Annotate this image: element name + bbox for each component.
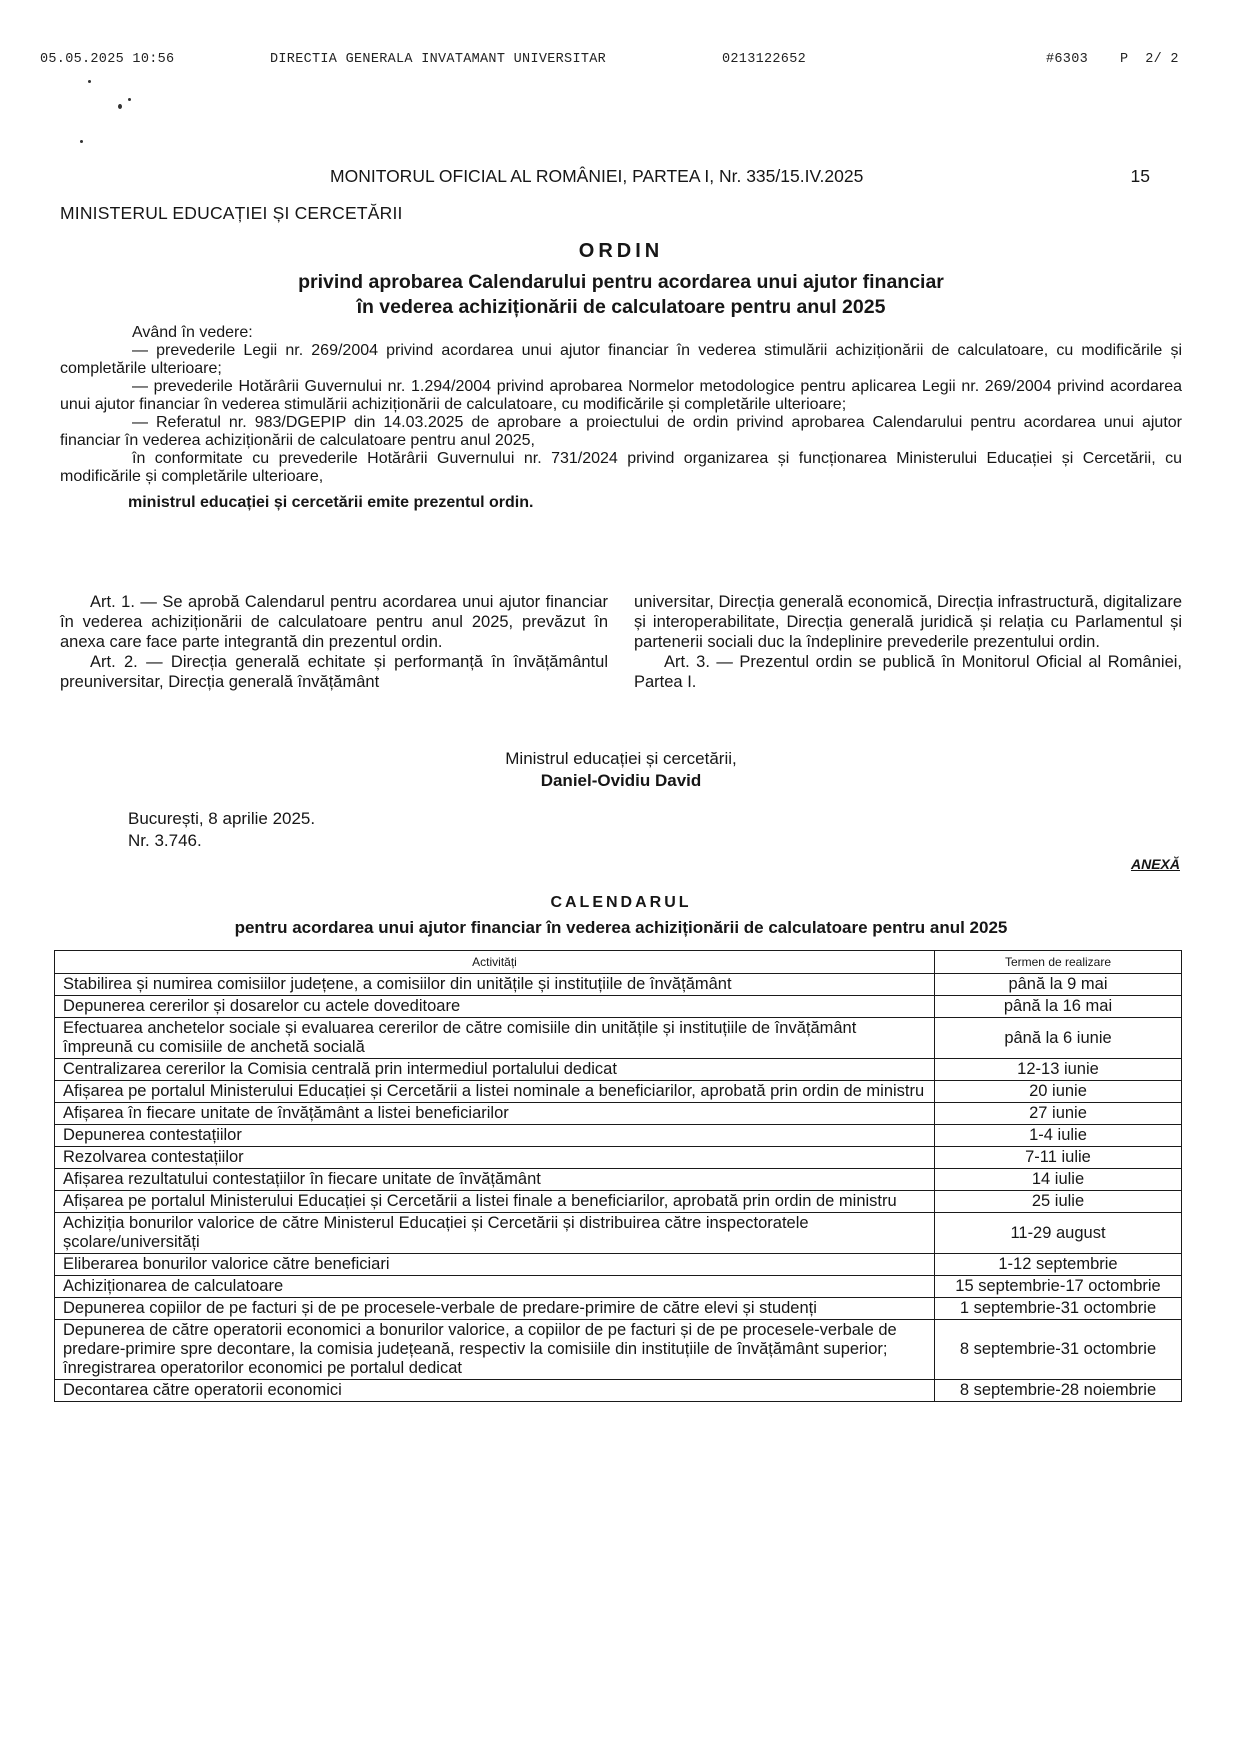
deadline-cell: până la 6 iunie (935, 1018, 1182, 1059)
order-title (0, 270, 1242, 320)
deadline-cell: 1-4 iulie (935, 1125, 1182, 1147)
articles-right-column (634, 592, 1182, 692)
calendar-header-row (55, 951, 1182, 974)
table-row (55, 1125, 1182, 1147)
scan-speck (128, 98, 131, 101)
table-row (55, 1059, 1182, 1081)
preamble-item: — prevederile Legii nr. 269/2004 privind acordarea unui ajutor financiar în vederea stimulării achiziționării de calculatoare, cu modificările și completările ulterioare; (60, 342, 1182, 377)
preamble-item: — prevederile Hotărârii Guvernului nr. 1.294/2004 privind aprobarea Normelor metodologice pentru aplicarea Legii nr. 269/2004 privind acordarea unui ajutor financiar în vederea stimulării achiziționării de calculatoare, cu modificările și completările ulterioare; (60, 378, 1182, 413)
order-title-line: în vederea achiziționării de calculatoare pentru anul 2025 (356, 296, 886, 318)
table-row (55, 1169, 1182, 1191)
fax-reference: #6303 (1046, 52, 1089, 67)
place-date: București, 8 aprilie 2025. (128, 809, 316, 828)
table-row (55, 974, 1182, 996)
activity-cell: Depunerea de către operatorii economici a bonurilor valorice, a copiilor de pe facturi și de pe procesele-verbale de predare-primire spre decontare, la comisia județeană, respectiv la comisiile din instituțiile de învățământ superior; înregistrarea operatorilor economici pe portalul dedicat (55, 1320, 935, 1380)
calendar-body (55, 974, 1182, 1402)
preamble-item: în conformitate cu prevederile Hotărârii Guvernului nr. 731/2024 privind organizarea și funcționarea Ministerului Educației și Cercetării, cu modificările și completările ulterioare, (60, 450, 1182, 485)
scan-speck (80, 140, 83, 143)
table-row (55, 1018, 1182, 1059)
activity-cell: Afișarea în fiecare unitate de învățământ a listei beneficiarilor (55, 1103, 935, 1125)
deadline-cell: 14 iulie (935, 1169, 1182, 1191)
issuer-statement: ministrul educației și cercetării emite prezentul ordin. (128, 494, 534, 511)
publication-line: MONITORUL OFICIAL AL ROMÂNIEI, PARTEA I, Nr. 335/15.IV.2025 (330, 166, 864, 186)
order-preamble (60, 324, 1182, 512)
activity-cell: Depunerea cererilor și dosarelor cu actele doveditoare (55, 996, 935, 1018)
activity-cell: Decontarea către operatorii economici (55, 1380, 935, 1402)
article-1: Art. 1. — Se aprobă Calendarul pentru acordarea unui ajutor financiar în vederea achiziționării de calculatoare pentru anul 2025, prevăzut în anexa care face parte integrantă din prezentul ordin. (60, 593, 608, 651)
calendar-subtitle: pentru acordarea unui ajutor financiar în vederea achiziționării de calculatoare pentru anul 2025 (234, 918, 1008, 937)
activity-cell: Efectuarea anchetelor sociale și evaluarea cererilor de către comisiile din unitățile și instituțiile de învățământ împreună cu comisiile de anchetă socială (55, 1018, 935, 1059)
activity-cell: Centralizarea cererilor la Comisia centrală prin intermediul portalului dedicat (55, 1059, 935, 1081)
table-row (55, 1081, 1182, 1103)
order-number: Nr. 3.746. (128, 831, 202, 850)
deadline-cell: 25 iulie (935, 1191, 1182, 1213)
deadline-cell: 1 septembrie-31 octombrie (935, 1298, 1182, 1320)
articles (60, 592, 1182, 692)
scan-speck (88, 80, 91, 83)
table-row (55, 1298, 1182, 1320)
activity-cell: Eliberarea bonurilor valorice către beneficiari (55, 1254, 935, 1276)
table-row (55, 1380, 1182, 1402)
activity-cell: Afișarea rezultatului contestațiilor în fiecare unitate de învățământ (55, 1169, 935, 1191)
deadline-cell: 1-12 septembrie (935, 1254, 1182, 1276)
table-row (55, 1147, 1182, 1169)
deadline-cell: 15 septembrie-17 octombrie (935, 1276, 1182, 1298)
deadline-cell: 8 septembrie-28 noiembrie (935, 1380, 1182, 1402)
article-2-end: universitar, Direcția generală economică, Direcția infrastructură, digitalizare și interoperabilitate, Direcția generală juridică și relația cu Parlamentul și partenerii sociali duc la îndeplinire prevederile prezentului ordin. (634, 593, 1182, 651)
deadline-cell: 12-13 iunie (935, 1059, 1182, 1081)
table-row (55, 1276, 1182, 1298)
ministry-name: MINISTERUL EDUCAȚIEI ȘI CERCETĂRII (60, 203, 403, 223)
calendar-title: CALENDARUL (550, 894, 692, 911)
table-row (55, 1254, 1182, 1276)
place-date-block (128, 808, 315, 852)
activity-cell: Afișarea pe portalul Ministerului Educației și Cercetării a listei finale a beneficiarilor, aprobată prin ordin de ministru (55, 1191, 935, 1213)
fax-phone: 0213122652 (722, 52, 807, 67)
activity-cell: Stabilirea și numirea comisiilor județene, a comisiilor din unitățile și instituțiile de învățământ (55, 974, 935, 996)
order-title-line: privind aprobarea Calendarului pentru acordarea unui ajutor financiar (298, 271, 944, 293)
articles-left-column (60, 592, 608, 692)
annex-label: ANEXĂ (1130, 856, 1180, 872)
table-row (55, 1213, 1182, 1254)
table-row (55, 1103, 1182, 1125)
deadline-cell: până la 16 mai (935, 996, 1182, 1018)
fax-timestamp: 05.05.2025 10:56 (40, 52, 175, 67)
activity-cell: Depunerea contestațiilor (55, 1125, 935, 1147)
deadline-cell: 11-29 august (935, 1213, 1182, 1254)
deadline-cell: 20 iunie (935, 1081, 1182, 1103)
activity-cell: Depunerea copiilor de pe facturi și de pe procesele-verbale de predare-primire de către elevi și studenți (55, 1298, 935, 1320)
deadline-cell: 27 iunie (935, 1103, 1182, 1125)
activity-cell: Afișarea pe portalul Ministerului Educației și Cercetării a listei nominale a beneficiarilor, aprobată prin ordin de ministru (55, 1081, 935, 1103)
fax-page-count: P 2/ 2 (1120, 52, 1179, 67)
table-row (55, 1191, 1182, 1213)
table-row (55, 1320, 1182, 1380)
gazette-header (330, 166, 1150, 187)
column-header-deadline: Termen de realizare (935, 951, 1182, 974)
table-row (55, 996, 1182, 1018)
deadline-cell: 8 septembrie-31 octombrie (935, 1320, 1182, 1380)
signatory-name: Daniel-Ovidiu David (540, 771, 702, 790)
preamble-item: — Referatul nr. 983/DGEPIP din 14.03.2025 de aprobare a proiectului de ordin privind aprobarea Calendarului pentru acordarea unui ajutor financiar în vederea achiziționării de calculatoare pentru anul 2025, (60, 414, 1182, 449)
fax-sender: DIRECTIA GENERALA INVATAMANT UNIVERSITAR (270, 52, 607, 67)
article-3: Art. 3. — Prezentul ordin se publică în Monitorul Oficial al României, Partea I. (634, 653, 1182, 691)
preamble-intro: Având în vedere: (132, 324, 253, 341)
signatory-title: Ministrul educației și cercetării, (505, 749, 737, 768)
activity-cell: Achiziționarea de calculatoare (55, 1276, 935, 1298)
order-heading: ORDIN (578, 240, 664, 262)
activity-cell: Achiziția bonurilor valorice de către Ministerul Educației și Cercetării și distribuirea către inspectoratele școlare/universități (55, 1213, 935, 1254)
activity-cell: Rezolvarea contestațiilor (55, 1147, 935, 1169)
calendar-table (54, 950, 1182, 1402)
page-number: 15 (1130, 166, 1150, 186)
deadline-cell: 7-11 iulie (935, 1147, 1182, 1169)
article-2-start: Art. 2. — Direcția generală echitate și performanță în învățământul preuniversitar, Direcția generală învățământ (60, 653, 608, 691)
scan-speck (118, 104, 122, 109)
signature-block (0, 748, 1242, 792)
deadline-cell: până la 9 mai (935, 974, 1182, 996)
column-header-activity: Activități (55, 951, 935, 974)
